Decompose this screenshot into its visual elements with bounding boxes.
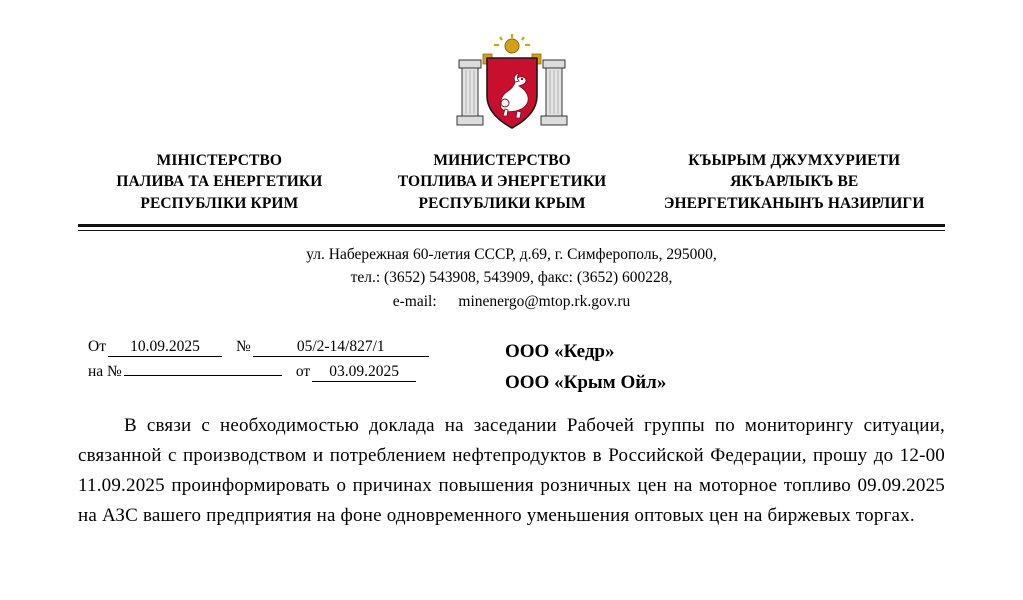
contact-block (0, 243, 1023, 313)
reference-block (88, 335, 429, 385)
addressee-block (505, 337, 666, 399)
letter-body (78, 411, 945, 531)
addressee-line-2: ООО «Крым Ойл» (505, 371, 667, 393)
reply-to-label: на № (88, 362, 122, 380)
email-line (0, 290, 1023, 313)
ministry-titles (78, 150, 945, 214)
from-date-value: 10.09.2025 (108, 337, 222, 357)
phone-line: тел.: (3652) 543908, 543909, факс: (3652) 600228, (350, 269, 673, 287)
reference-row-incoming (88, 360, 429, 385)
ministry-title-crimean-tatar: КЪЫРЫМ ДЖУМХУРИЕТИ ЯКЪАРЛЫКЪ ВЕ ЭНЕРГЕТИКАНЫНЪ НАЗИРЛИГИ (663, 152, 925, 212)
reference-row-outgoing (88, 335, 429, 360)
reply-date-value: 03.09.2025 (312, 362, 416, 382)
ministry-title-russian: МИНИСТЕРСТВО ТОПЛИВА И ЭНЕРГЕТИКИ РЕСПУБЛИКИ КРЫМ (397, 152, 607, 212)
ministry-title-ukrainian: МІНІСТЕРСТВО ПАЛИВА ТА ЕНЕРГЕТИКИ РЕСПУБЛІКИ КРИМ (116, 152, 323, 212)
number-value: 05/2-14/827/1 (253, 337, 429, 357)
from-label: От (88, 337, 106, 355)
reply-date-label: от (295, 362, 311, 380)
coat-of-arms-of-crimea-icon (453, 34, 571, 138)
address-line: ул. Набережная 60-летия СССР, д.69, г. Симферополь, 295000, (306, 246, 717, 264)
email-value: minenergo@mtop.rk.gov.ru (458, 292, 631, 310)
number-label: № (235, 337, 251, 355)
reference-and-addressee (0, 335, 1023, 405)
header-divider (78, 224, 945, 231)
emblem-container (0, 0, 1023, 138)
addressee-line-1: ООО «Кедр» (505, 340, 615, 362)
body-paragraph: В связи с необходимостью доклада на заседании Рабочей группы по мониторингу ситуации, связанной с производством и потреблением нефтепродуктов в Российской Федерации, прошу до 12-00 11.09.2025 проинформировать о причинах повышения розничных цен на моторное топливо 09.09.2025 на АЗС вашего предприятия на фоне одновременного уменьшения оптовых цен на биржевых торгах. (78, 414, 945, 526)
reply-to-value (124, 375, 282, 376)
email-label: e-mail: (392, 292, 437, 310)
